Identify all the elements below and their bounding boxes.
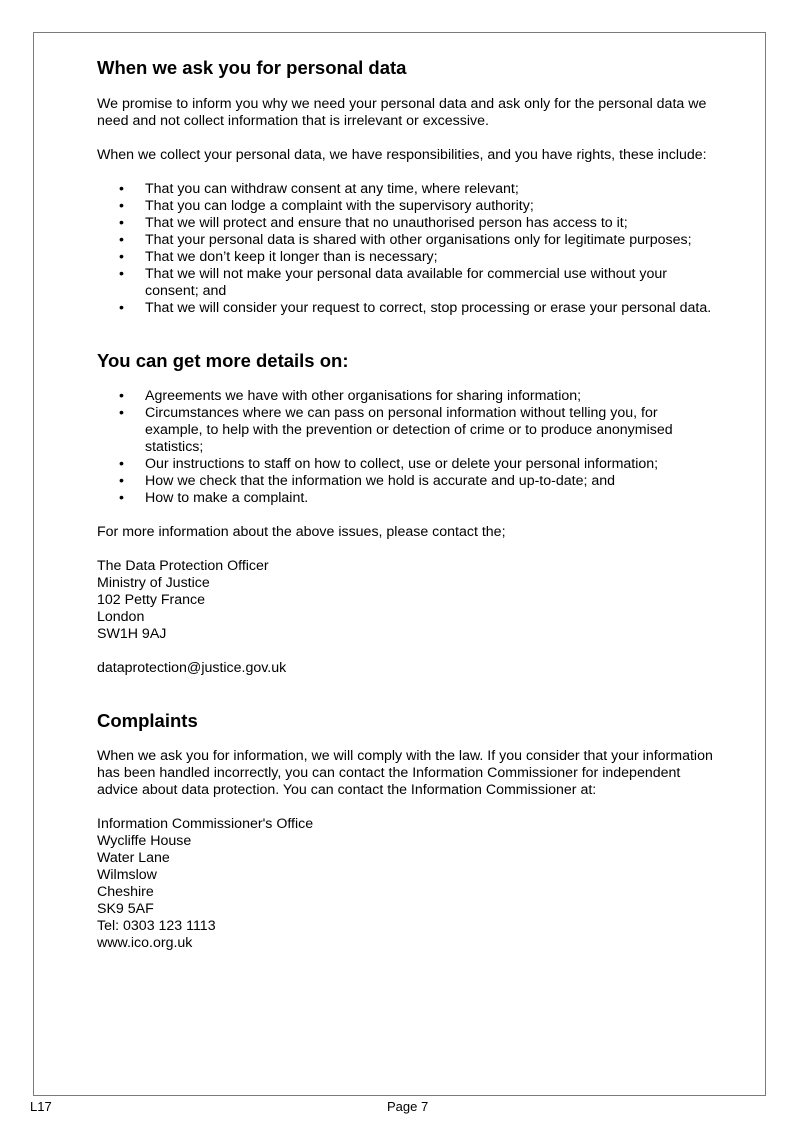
dpo-email: dataprotection@justice.gov.uk <box>97 660 287 676</box>
section-heading-personal-data: When we ask you for personal data <box>97 57 407 78</box>
address-line: Wilmslow <box>97 867 157 883</box>
contact-intro: For more information about the above issues, please contact the; <box>97 524 506 540</box>
section-heading-more-details: You can get more details on: <box>97 350 349 371</box>
list-item: • That we don’t keep it longer than is necessary; <box>97 249 717 266</box>
list-item: • That we will not make your personal data available for commercial use without your consent; and <box>97 266 717 300</box>
address-line: Cheshire <box>97 884 154 900</box>
list-item: • That we will consider your request to correct, stop processing or erase your personal data. <box>97 300 717 317</box>
paragraph: When we ask you for information, we will comply with the law. If you consider that your information has been handled incorrectly, you can contact the Information Commissioner for independent advice about data protection. You can contact the Information Commissioner at: <box>97 748 713 798</box>
list-item: • Agreements we have with other organisations for sharing information; <box>97 388 717 405</box>
document-body <box>97 57 717 952</box>
address-line: The Data Protection Officer <box>97 558 269 574</box>
list-item: • Our instructions to staff on how to collect, use or delete your personal information; <box>97 456 717 473</box>
section-heading-complaints: Complaints <box>97 710 198 731</box>
rights-list <box>97 181 717 317</box>
address-line: SW1H 9AJ <box>97 626 167 642</box>
list-item: • Circumstances where we can pass on personal information without telling you, for example, to help with the prevention or detection of crime or to produce anonymised statistics; <box>97 405 717 456</box>
paragraph: When we collect your personal data, we have responsibilities, and you have rights, these include: <box>97 147 707 163</box>
address-line: Water Lane <box>97 850 170 866</box>
dpo-address <box>97 558 717 643</box>
address-line: Ministry of Justice <box>97 575 210 591</box>
ico-address <box>97 816 717 952</box>
address-line: London <box>97 609 145 625</box>
list-item: • That your personal data is shared with other organisations only for legitimate purposes; <box>97 232 717 249</box>
address-line: 102 Petty France <box>97 592 206 608</box>
list-item: • How to make a complaint. <box>97 490 717 507</box>
address-line: Tel: 0303 123 1113 <box>97 918 216 934</box>
address-line: Information Commissioner's Office <box>97 816 314 832</box>
form-code: L17 <box>30 1099 52 1114</box>
address-line: www.ico.org.uk <box>97 935 193 951</box>
address-line: Wycliffe House <box>97 833 192 849</box>
address-line: SK9 5AF <box>97 901 154 917</box>
list-item: • That you can withdraw consent at any time, where relevant; <box>97 181 717 198</box>
details-list <box>97 388 717 507</box>
page-number: Page 7 <box>387 1099 429 1114</box>
list-item: • That you can lodge a complaint with the supervisory authority; <box>97 198 717 215</box>
paragraph: We promise to inform you why we need your personal data and ask only for the personal data we need and not collect information that is irrelevant or excessive. <box>97 96 707 129</box>
list-item: • How we check that the information we hold is accurate and up-to-date; and <box>97 473 717 490</box>
list-item: • That we will protect and ensure that no unauthorised person has access to it; <box>97 215 717 232</box>
